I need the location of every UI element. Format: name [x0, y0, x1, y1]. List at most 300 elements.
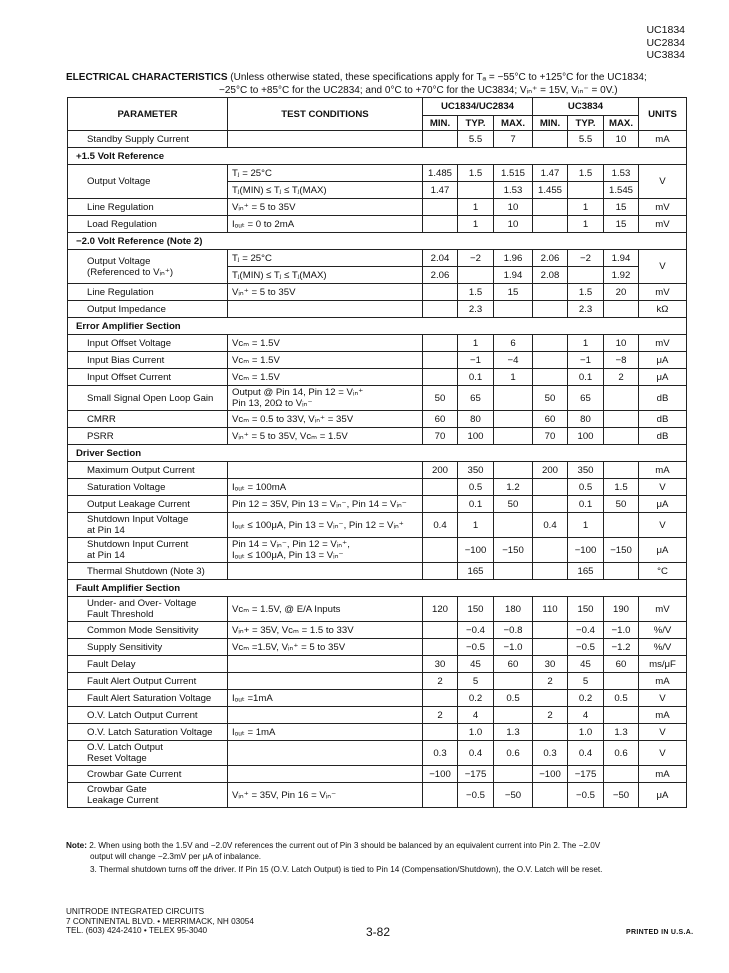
uc1834-typ-value: 1	[458, 513, 494, 538]
table-row	[68, 741, 687, 766]
test-condition: Vᵢₙ⁺ = 5 to 35V	[232, 201, 296, 213]
units-cell: mV	[639, 335, 687, 352]
company-address: 7 CONTINENTAL BLVD. • MERRIMACK, NH 03054	[66, 916, 254, 926]
max-header: MAX.	[494, 116, 533, 131]
units-cell: dB	[639, 411, 687, 428]
uc3834-min-value	[533, 284, 568, 301]
test-condition-cell	[228, 741, 423, 766]
uc1834-max-value: 1.53	[494, 182, 533, 199]
test-condition-cell	[228, 386, 423, 411]
uc3834-typ-value: −1	[568, 352, 604, 369]
uc3834-min-value	[533, 496, 568, 513]
uc1834-min-value	[423, 131, 458, 148]
uc1834-typ-value: 1	[458, 216, 494, 233]
uc3834-max-value: 1.94	[604, 250, 639, 267]
table-row	[68, 462, 687, 479]
test-condition-cell	[228, 563, 423, 580]
section-row	[68, 580, 687, 597]
table-row	[68, 411, 687, 428]
test-condition-cell	[228, 335, 423, 352]
uc3834-typ-value: 0.1	[568, 369, 604, 386]
parameter-cell	[68, 513, 228, 538]
uc3834-typ-value: 1.5	[568, 165, 604, 182]
uc3834-min-value: 60	[533, 411, 568, 428]
note-3: 3. Thermal shutdown turns off the driver. If Pin 15 (O.V. Latch Output) is tied to Pin 14 (Compensation/Shutdown), the O.V. Latch will be reset.	[90, 865, 603, 874]
parameter-cell	[68, 639, 228, 656]
parameter-cell	[68, 783, 228, 808]
parameter-name: Input Offset Current	[87, 371, 172, 383]
table-row	[68, 199, 687, 216]
page-number: 3-82	[366, 925, 391, 939]
test-condition-cell	[228, 673, 423, 690]
section-title: Driver Section	[68, 445, 687, 462]
uc3834-min-value	[533, 216, 568, 233]
uc3834-typ-value	[568, 182, 604, 199]
part-number: UC1834	[646, 24, 685, 36]
parameter-name-continued: Leakage Current	[87, 795, 159, 806]
uc1834-max-value: −0.8	[494, 622, 533, 639]
test-condition: Pin 12 = 35V, Pin 13 = Vᵢₙ⁻, Pin 14 = Vᵢₙ⁻	[232, 498, 407, 510]
uc3834-typ-value: 1	[568, 513, 604, 538]
uc3834-min-value: 0.3	[533, 741, 568, 766]
parameter-name: PSRR	[87, 430, 114, 442]
uc3834-typ-value: 1	[568, 335, 604, 352]
units-cell: μA	[639, 538, 687, 563]
uc1834-typ-value: 2.3	[458, 301, 494, 318]
part-numbers	[646, 24, 685, 62]
uc3834-max-value: 1.53	[604, 165, 639, 182]
uc1834-max-value: 0.5	[494, 690, 533, 707]
parameter-name: Shutdown Input Voltage	[87, 514, 189, 525]
electrical-characteristics-header	[66, 72, 696, 97]
section-title: Error Amplifier Section	[68, 318, 687, 335]
uc1834-min-value: 30	[423, 656, 458, 673]
uc1834-min-value: 1.47	[423, 182, 458, 199]
uc1834-max-value: 1.515	[494, 165, 533, 182]
table-row	[68, 301, 687, 318]
units-cell: μA	[639, 496, 687, 513]
units-cell: mA	[639, 131, 687, 148]
section-row	[68, 318, 687, 335]
uc3834-typ-value: −175	[568, 766, 604, 783]
parameter-cell	[68, 428, 228, 445]
parameter-cell	[68, 386, 228, 411]
parameter-name: Fault Alert Saturation Voltage	[87, 692, 212, 704]
uc1834-max-value: −50	[494, 783, 533, 808]
note-2-continued: output will change −2.3mV per μA of inbalance.	[90, 852, 262, 861]
uc1834-typ-value: 100	[458, 428, 494, 445]
uc3834-min-value	[533, 479, 568, 496]
parameter-name: O.V. Latch Saturation Voltage	[87, 726, 213, 738]
footer-address	[66, 907, 254, 936]
uc1834-typ-value: 1.5	[458, 165, 494, 182]
parameter-cell	[68, 216, 228, 233]
test-condition-cell	[228, 496, 423, 513]
uc3834-min-value	[533, 563, 568, 580]
uc1834-typ-value: 0.4	[458, 741, 494, 766]
table-row	[68, 369, 687, 386]
test-condition: Vᵢₙ⁺ = 5 to 35V	[232, 286, 296, 298]
parameter-cell	[68, 479, 228, 496]
uc1834-min-value	[423, 724, 458, 741]
units-header: UNITS	[639, 98, 687, 131]
uc3834-header: UC3834	[533, 98, 639, 116]
uc1834-max-value	[494, 411, 533, 428]
uc1834-max-value: 180	[494, 597, 533, 622]
uc1834-max-value	[494, 386, 533, 411]
parameter-name: Crowbar Gate Current	[87, 768, 182, 780]
test-condition-cell	[228, 538, 423, 563]
table-row	[68, 428, 687, 445]
test-condition: Tⱼ = 25°C	[232, 252, 272, 264]
test-condition-cell	[228, 182, 423, 199]
uc1834-max-value: 10	[494, 199, 533, 216]
uc3834-max-value	[604, 301, 639, 318]
typ-header: TYP.	[458, 116, 494, 131]
parameter-cell	[68, 250, 228, 284]
uc3834-max-value: 2	[604, 369, 639, 386]
units-cell: V	[639, 513, 687, 538]
test-condition-cell	[228, 783, 423, 808]
ec-title: ELECTRICAL CHARACTERISTICS	[66, 72, 228, 83]
uc3834-typ-value: −100	[568, 538, 604, 563]
units-cell: μA	[639, 369, 687, 386]
test-condition-cell	[228, 284, 423, 301]
parameter-name: Maximum Output Current	[87, 464, 195, 476]
uc1834-max-value: 1.94	[494, 267, 533, 284]
uc1834-typ-value: −175	[458, 766, 494, 783]
uc3834-typ-value: −0.5	[568, 639, 604, 656]
uc3834-typ-value: 100	[568, 428, 604, 445]
test-condition: Iₒᵤₜ =1mA	[232, 692, 273, 704]
uc1834-max-value: 1.2	[494, 479, 533, 496]
uc3834-typ-value: 1	[568, 216, 604, 233]
test-condition-cell	[228, 462, 423, 479]
parameter-name: Small Signal Open Loop Gain	[87, 392, 214, 404]
units-cell: kΩ	[639, 301, 687, 318]
uc3834-max-value: −150	[604, 538, 639, 563]
parameter-cell	[68, 597, 228, 622]
test-condition: Vᴄₘ = 1.5V	[232, 371, 280, 383]
uc1834-min-value	[423, 563, 458, 580]
uc1834-max-value	[494, 563, 533, 580]
uc1834-max-value: 50	[494, 496, 533, 513]
uc1834-min-value	[423, 622, 458, 639]
uc3834-typ-value: −2	[568, 250, 604, 267]
test-condition: Vᴄₘ = 1.5V	[232, 354, 280, 366]
parameter-cell	[68, 622, 228, 639]
parameter-cell	[68, 538, 228, 563]
test-condition: Tⱼ(MIN) ≤ Tⱼ ≤ Tⱼ(MAX)	[232, 269, 327, 281]
uc1834-min-value: −100	[423, 766, 458, 783]
uc1834-min-value	[423, 284, 458, 301]
uc1834-max-value: 10	[494, 216, 533, 233]
parameter-name: O.V. Latch Output Current	[87, 709, 198, 721]
units-cell: %/V	[639, 622, 687, 639]
parameter-name: CMRR	[87, 413, 116, 425]
uc3834-typ-value	[568, 267, 604, 284]
test-condition-cell	[228, 131, 423, 148]
uc1834-typ-value	[458, 267, 494, 284]
uc3834-max-value	[604, 673, 639, 690]
parameter-name: Line Regulation	[87, 286, 154, 298]
uc3834-min-value: 1.455	[533, 182, 568, 199]
test-condition: Vᵢₙ+ = 35V, Vᴄₘ = 1.5 to 33V	[232, 624, 354, 636]
table-row	[68, 766, 687, 783]
uc3834-typ-value: 65	[568, 386, 604, 411]
uc1834-min-value: 50	[423, 386, 458, 411]
uc3834-typ-value: 0.4	[568, 741, 604, 766]
typ-header: TYP.	[568, 116, 604, 131]
uc3834-min-value	[533, 639, 568, 656]
uc3834-typ-value: 165	[568, 563, 604, 580]
table-row	[68, 479, 687, 496]
uc3834-max-value	[604, 428, 639, 445]
uc1834-min-value	[423, 538, 458, 563]
test-condition-cell	[228, 428, 423, 445]
test-condition-cell	[228, 622, 423, 639]
uc1834-max-value	[494, 462, 533, 479]
test-condition-continued: Pin 13, 20Ω to Vᵢₙ⁻	[232, 398, 313, 409]
uc1834-max-value	[494, 513, 533, 538]
uc1834-min-value	[423, 335, 458, 352]
parameter-name-continued: (Referenced to Vᵢₙ⁺)	[87, 266, 174, 278]
uc1834-typ-value: 165	[458, 563, 494, 580]
parameter-cell	[68, 707, 228, 724]
uc3834-min-value	[533, 690, 568, 707]
uc1834-max-value: −1.0	[494, 639, 533, 656]
parameter-cell	[68, 563, 228, 580]
uc1834-min-value: 120	[423, 597, 458, 622]
uc1834-max-value: 0.6	[494, 741, 533, 766]
uc3834-typ-value: 0.5	[568, 479, 604, 496]
table-body	[68, 131, 687, 808]
uc3834-typ-value: 350	[568, 462, 604, 479]
uc1834-min-value	[423, 369, 458, 386]
uc3834-min-value: 2	[533, 673, 568, 690]
parameter-cell	[68, 301, 228, 318]
parameter-name: Saturation Voltage	[87, 481, 166, 493]
table-row	[68, 216, 687, 233]
uc1834-typ-value: 80	[458, 411, 494, 428]
max-header: MAX.	[604, 116, 639, 131]
parameter-name: Line Regulation	[87, 201, 154, 213]
uc3834-max-value: 15	[604, 199, 639, 216]
units-cell: mV	[639, 199, 687, 216]
parameter-cell	[68, 766, 228, 783]
uc1834-max-value: 1.3	[494, 724, 533, 741]
uc1834-max-value	[494, 673, 533, 690]
table-row	[68, 656, 687, 673]
test-condition: Tⱼ(MIN) ≤ Tⱼ ≤ Tⱼ(MAX)	[232, 184, 327, 196]
uc3834-max-value	[604, 513, 639, 538]
uc1834-max-value: 1	[494, 369, 533, 386]
parameter-cell	[68, 369, 228, 386]
test-condition-cell	[228, 597, 423, 622]
test-condition: Vᴄₘ =1.5V, Vᵢₙ⁺ = 5 to 35V	[232, 641, 346, 653]
uc1834-typ-value: −0.5	[458, 639, 494, 656]
uc3834-min-value	[533, 724, 568, 741]
uc3834-max-value	[604, 386, 639, 411]
uc1834-max-value: −150	[494, 538, 533, 563]
uc3834-min-value: 70	[533, 428, 568, 445]
uc3834-max-value: 10	[604, 131, 639, 148]
uc1834-typ-value: 150	[458, 597, 494, 622]
test-condition: Vᴄₘ = 1.5V	[232, 337, 280, 349]
parameter-cell	[68, 690, 228, 707]
parameter-name: O.V. Latch Output	[87, 742, 163, 753]
section-row	[68, 233, 687, 250]
uc1834-min-value: 70	[423, 428, 458, 445]
test-condition-cell	[228, 513, 423, 538]
parameter-cell	[68, 724, 228, 741]
units-cell: dB	[639, 428, 687, 445]
table-row	[68, 563, 687, 580]
parameter-cell	[68, 284, 228, 301]
uc3834-max-value: 60	[604, 656, 639, 673]
part-number: UC2834	[646, 36, 685, 49]
test-condition-cell	[228, 411, 423, 428]
uc1834-typ-value: −100	[458, 538, 494, 563]
uc1834-typ-value: 45	[458, 656, 494, 673]
units-cell: V	[639, 724, 687, 741]
table-row	[68, 707, 687, 724]
uc1834-min-value: 0.3	[423, 741, 458, 766]
uc3834-max-value: −8	[604, 352, 639, 369]
company-phone: TEL. (603) 424-2410 • TELEX 95-3040	[66, 926, 208, 935]
notes-label: Note:	[66, 841, 87, 850]
parameter-name-continued: Reset Voltage	[87, 753, 147, 764]
table-row	[68, 783, 687, 808]
uc1834-uc2834-header: UC1834/UC2834	[423, 98, 533, 116]
uc1834-min-value: 2.04	[423, 250, 458, 267]
uc3834-max-value: 10	[604, 335, 639, 352]
test-condition: Vᴄₘ = 0.5 to 33V, Vᵢₙ⁺ = 35V	[232, 413, 354, 425]
section-title: Fault Amplifier Section	[68, 580, 687, 597]
uc3834-max-value: −1.2	[604, 639, 639, 656]
uc1834-min-value: 2	[423, 707, 458, 724]
units-cell: °C	[639, 563, 687, 580]
units-cell: ms/μF	[639, 656, 687, 673]
uc3834-typ-value: 4	[568, 707, 604, 724]
units-cell: V	[639, 741, 687, 766]
test-condition: Iₒᵤₜ ≤ 100μA, Pin 13 = Vᵢₙ⁻, Pin 12 = Vᵢₙ⁺	[232, 519, 404, 531]
ec-conditions-line1: (Unless otherwise stated, these specifications apply for Tₐ = −55°C to +125°C for the UC1834;	[230, 72, 647, 83]
uc3834-min-value: 50	[533, 386, 568, 411]
uc3834-min-value: 0.4	[533, 513, 568, 538]
uc1834-typ-value: 1	[458, 199, 494, 216]
part-number: UC3834	[646, 49, 685, 61]
uc3834-typ-value: 0.1	[568, 496, 604, 513]
table-row	[68, 131, 687, 148]
uc3834-typ-value: 2.3	[568, 301, 604, 318]
parameter-name: Load Regulation	[87, 218, 157, 230]
table-row	[68, 673, 687, 690]
uc1834-min-value: 60	[423, 411, 458, 428]
table-row	[68, 386, 687, 411]
uc1834-min-value	[423, 783, 458, 808]
uc3834-min-value	[533, 335, 568, 352]
uc1834-max-value: 7	[494, 131, 533, 148]
parameter-name: Thermal Shutdown (Note 3)	[87, 565, 205, 577]
uc1834-min-value	[423, 216, 458, 233]
test-condition-cell	[228, 301, 423, 318]
units-cell: mA	[639, 673, 687, 690]
table-row	[68, 639, 687, 656]
uc3834-min-value: 1.47	[533, 165, 568, 182]
units-cell: V	[639, 690, 687, 707]
parameter-name: Supply Sensitivity	[87, 641, 163, 653]
parameter-cell	[68, 496, 228, 513]
company-name: UNITRODE INTEGRATED CIRCUITS	[66, 907, 205, 916]
uc3834-min-value: 110	[533, 597, 568, 622]
uc1834-typ-value: 5.5	[458, 131, 494, 148]
parameter-name: Fault Delay	[87, 658, 136, 670]
uc3834-typ-value: −0.5	[568, 783, 604, 808]
uc1834-max-value: −4	[494, 352, 533, 369]
uc3834-max-value: 0.6	[604, 741, 639, 766]
uc1834-min-value	[423, 352, 458, 369]
table-row	[68, 352, 687, 369]
uc3834-typ-value: 5	[568, 673, 604, 690]
section-row	[68, 148, 687, 165]
uc3834-typ-value: 150	[568, 597, 604, 622]
uc3834-typ-value: 1.0	[568, 724, 604, 741]
uc1834-max-value: 1.96	[494, 250, 533, 267]
units-cell: mA	[639, 462, 687, 479]
min-header: MIN.	[423, 116, 458, 131]
parameter-cell	[68, 411, 228, 428]
uc3834-max-value: 190	[604, 597, 639, 622]
test-condition-cell	[228, 724, 423, 741]
electrical-characteristics-table	[67, 97, 687, 808]
uc1834-typ-value: 0.1	[458, 496, 494, 513]
uc1834-min-value: 1.485	[423, 165, 458, 182]
table-row	[68, 335, 687, 352]
uc1834-typ-value: 1	[458, 335, 494, 352]
uc1834-typ-value: 4	[458, 707, 494, 724]
uc3834-max-value	[604, 707, 639, 724]
uc1834-typ-value: 65	[458, 386, 494, 411]
table-row	[68, 622, 687, 639]
table-row	[68, 724, 687, 741]
uc3834-max-value	[604, 462, 639, 479]
test-condition-cell	[228, 639, 423, 656]
units-cell: mA	[639, 766, 687, 783]
uc1834-typ-value: 0.5	[458, 479, 494, 496]
uc3834-min-value	[533, 199, 568, 216]
uc1834-typ-value: −2	[458, 250, 494, 267]
uc1834-max-value	[494, 301, 533, 318]
test-condition: Iₒᵤₜ = 100mA	[232, 481, 287, 493]
parameter-name: Output Leakage Current	[87, 498, 190, 510]
uc3834-typ-value: 0.2	[568, 690, 604, 707]
parameter-name: Standby Supply Current	[87, 133, 189, 145]
uc1834-min-value: 200	[423, 462, 458, 479]
test-condition-cell	[228, 199, 423, 216]
uc3834-typ-value: 80	[568, 411, 604, 428]
table-row	[68, 597, 687, 622]
uc1834-min-value	[423, 199, 458, 216]
printed-in: PRINTED IN U.S.A.	[626, 929, 694, 936]
test-condition-cell	[228, 165, 423, 182]
parameter-name: Output Voltage	[87, 176, 151, 187]
section-row	[68, 445, 687, 462]
uc3834-max-value: 1.3	[604, 724, 639, 741]
min-header: MIN.	[533, 116, 568, 131]
units-cell: mV	[639, 284, 687, 301]
note-2: 2. When using both the 1.5V and −2.0V references the current out of Pin 3 should be balanced by an equivalent current into Pin 2. The −2.0V	[89, 841, 601, 850]
